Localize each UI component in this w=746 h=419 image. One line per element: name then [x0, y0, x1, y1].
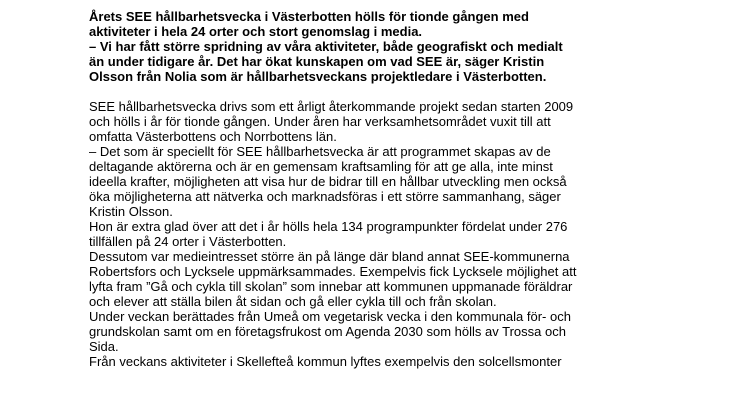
body-line: grundskolan samt om en företagsfrukost om Agenda 2030 som hölls av Trossa och: [89, 324, 566, 339]
document-page: [89, 9, 689, 369]
body-line: Under veckan berättades från Umeå om vegetarisk vecka i den kommunala för- och: [89, 309, 571, 324]
body-line: tillfällen på 24 orter i Västerbotten.: [89, 234, 287, 249]
body-line: Robertsfors och Lycksele uppmärksammades. Exempelvis fick Lycksele möjlighet att: [89, 264, 577, 279]
body-line: öka möjligheterna att nätverka och marknadsföras i ett större sammanhang, säger: [89, 189, 561, 204]
lead-line: Olsson från Nolia som är hållbarhetsveckans projektledare i Västerbotten.: [89, 69, 547, 84]
body-line: ideella krafter, möjligheten att visa hur de bidrar till en hållbar utveckling men också: [89, 174, 567, 189]
lead-line: aktiviteter i hela 24 orter och stort genomslag i media.: [89, 24, 423, 39]
body-line: Sida.: [89, 339, 119, 354]
body-line: SEE hållbarhetsvecka drivs som ett årligt återkommande projekt sedan starten 2009: [89, 99, 574, 114]
paragraph-spacer: [89, 84, 689, 99]
body-line: och hölls i år för tionde gången. Under åren har verksamhetsområdet vuxit till att: [89, 114, 551, 129]
lead-line: Årets SEE hållbarhetsvecka i Västerbotten hölls för tionde gången med: [89, 9, 529, 24]
body-line: lyfta fram ”Gå och cykla till skolan” som innebar att kommunen uppmanade föräldrar: [89, 279, 573, 294]
body-line: omfatta Västerbottens och Norrbottens län.: [89, 129, 337, 144]
body-line-cut-off: Från veckans aktiviteter i Skellefteå kommun lyftes exempelvis den solcellsmonter: [89, 354, 562, 369]
body-line: Dessutom var medieintresset större än på länge där bland annat SEE-kommunerna: [89, 249, 570, 264]
body-line: Hon är extra glad över att det i år hölls hela 134 programpunkter fördelat under 276: [89, 219, 568, 234]
lead-paragraph: [89, 9, 689, 84]
body-line: Kristin Olsson.: [89, 204, 173, 219]
body-line: – Det som är speciellt för SEE hållbarhetsvecka är att programmet skapas av de: [89, 144, 551, 159]
lead-line: än under tidigare år. Det har ökat kunskapen om vad SEE är, säger Kristin: [89, 54, 545, 69]
body-paragraphs: [89, 99, 689, 369]
lead-line: – Vi har fått större spridning av våra aktiviteter, både geografiskt och medialt: [89, 39, 563, 54]
body-line: deltagande aktörerna och är en gemensam kraftsamling för att ge alla, inte minst: [89, 159, 553, 174]
body-line: och elever att ställa bilen åt sidan och gå eller cykla till och från skolan.: [89, 294, 497, 309]
